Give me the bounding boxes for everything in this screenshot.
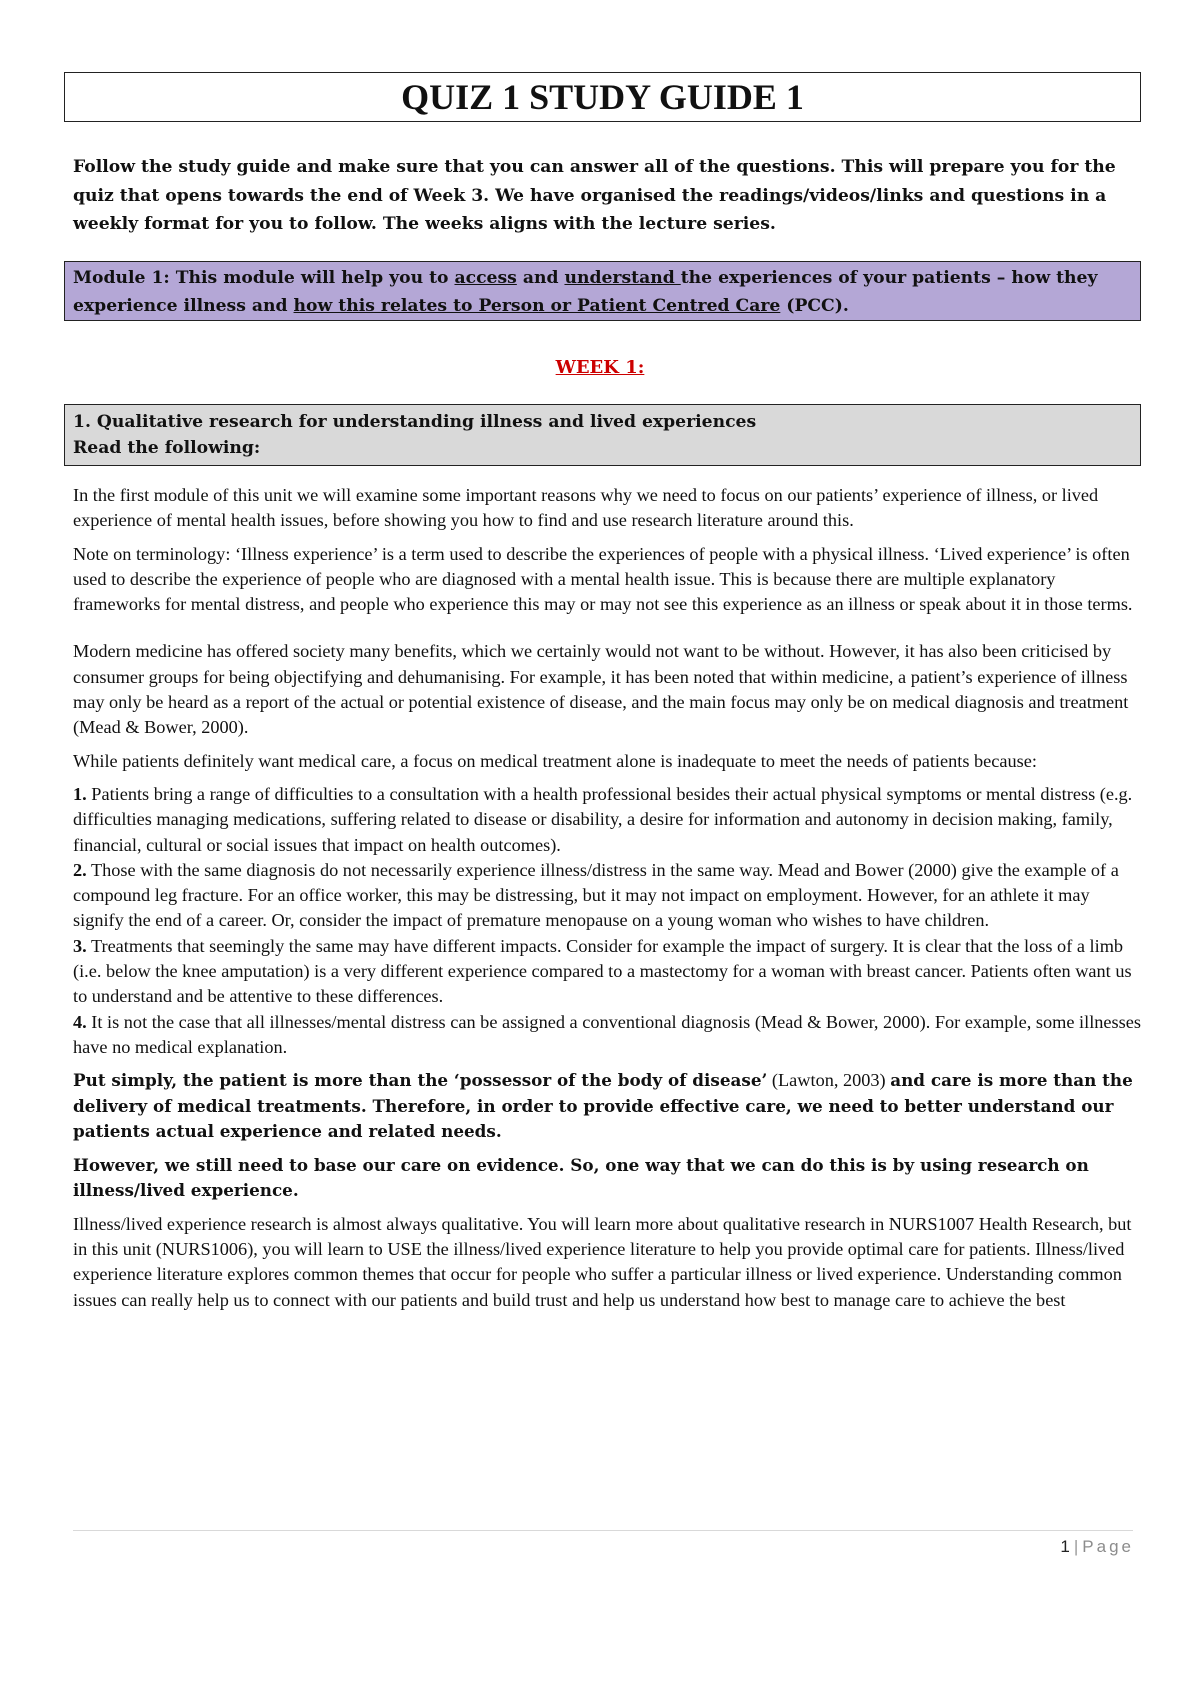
footer-separator: |: [1073, 1537, 1079, 1556]
page-footer: [1060, 1537, 1134, 1557]
list-item: [73, 782, 1143, 858]
list-item: [73, 934, 1143, 1010]
list-item: [73, 858, 1143, 934]
module-and: and: [516, 268, 565, 288]
section-heading: 1. Qualitative research for understanding illness and lived experiences: [73, 412, 757, 432]
summary-bold-a: Put simply, the patient is more than the ‘possessor of the body of disease’: [73, 1070, 768, 1091]
intro-paragraph: Follow the study guide and make sure that you can answer all of the questions. This will prepare you for the quiz that opens towards the end of Week 3. We have organised the readings/videos/links and questions in a weekly format for you to follow. The weeks aligns with the lecture series.: [73, 157, 1116, 234]
summary-paragraph: [73, 1068, 1143, 1145]
list-item-text: Treatments that seemingly the same may have different impacts. Consider for example the impact of surgery. It is clear that the loss of a limb (i.e. below the knee amputation) is a very different experience compared to a mastectomy for a woman with breast cancer. Patients often want us to understand and be attentive to these differences.: [73, 935, 1132, 1007]
module-text-suffix: (PCC).: [780, 295, 849, 316]
summary-citation: (Lawton, 2003): [767, 1070, 891, 1091]
paragraph-4: While patients definitely want medical care, a focus on medical treatment alone is inadequate to meet the needs of patients because:: [73, 750, 1037, 771]
list-item-text: Patients bring a range of difficulties to a consultation with a health professional besides their actual physical symptoms or mental distress (e.g. difficulties managing medications, suffering related to disease or disability, a desire for information and autonomy in decision making, family, financial, cultural or social issues that impact on health outcomes).: [73, 783, 1133, 855]
list-item-number: 1.: [73, 783, 87, 804]
footer-divider: [73, 1530, 1133, 1531]
paragraph-3: Modern medicine has offered society many benefits, which we certainly would not want to be without. However, it has also been criticised by consumer groups for being objectifying and dehumanising. For example, it has been noted that within medicine, a patient’s experience of illness may only be heard as a report of the actual or potential existence of disease, and the main focus may only be on medical diagnosis and treatment (Mead & Bower, 2000).: [73, 641, 1129, 738]
reasons-list: [73, 782, 1143, 1060]
evidence-paragraph: However, we still need to base our care on evidence. So, one way that we can do this is by using research on illness/lived experience.: [73, 1154, 1089, 1201]
module-text-middle: the experiences of your patients – how they experience illness and: [73, 268, 1098, 316]
list-item-number: 3.: [73, 935, 87, 956]
module-understand: understand: [564, 268, 681, 288]
list-item-text: Those with the same diagnosis do not necessarily experience illness/distress in the same way. Mead and Bower (2000) give the example of a compound leg fracture. For an office worker, this may be distressing, but it may not impact on employment. However, for an athlete it may signify the end of a career. Or, consider the impact of premature menopause on a young woman who wishes to have children.: [73, 859, 1119, 931]
list-item-text: It is not the case that all illnesses/mental distress can be assigned a conventional diagnosis (Mead & Bower, 2000). For example, some illnesses have no medical explanation.: [73, 1011, 1141, 1057]
module-banner: [64, 261, 1141, 321]
module-relates: how this relates to Person or Patient Centred Care: [293, 295, 781, 316]
paragraph-1: In the first module of this unit we will examine some important reasons why we need to focus on our patients’ experience of illness, or lived experience of mental health issues, before showing you how to find and use research literature around this.: [73, 485, 1099, 531]
list-item: [73, 1010, 1143, 1061]
section-banner: [64, 404, 1141, 466]
list-item-number: 2.: [73, 859, 87, 880]
paragraph-2: Note on terminology: ‘Illness experience’ is a term used to describe the experiences of people with a physical illness. ‘Lived experience’ is often used to describe the experience of people who are diagnosed with a mental health issue. This is because there are multiple explanatory frameworks for mental distress, and people who experience this may or may not see this experience as an illness or speak about it in those terms.: [73, 543, 1133, 615]
week-heading: WEEK 1:: [555, 357, 645, 378]
module-text-prefix: Module 1: This module will help you to: [73, 268, 455, 288]
list-item-number: 4.: [73, 1011, 87, 1032]
section-subheading: Read the following:: [73, 438, 261, 458]
page-number: 1: [1060, 1537, 1070, 1556]
body-text: [73, 483, 1143, 1321]
page-label: Page: [1082, 1537, 1134, 1556]
summary-bold-c: and care is more than the delivery of medical treatments. Therefore, in order to provide effective care, we need to better understand our patients actual experience and related needs.: [73, 1070, 1133, 1142]
module-access: access: [454, 268, 517, 288]
paragraph-last: Illness/lived experience research is almost always qualitative. You will learn more about qualitative research in NURS1007 Health Research, but in this unit (NURS1006), you will learn to USE the illness/lived experience literature to help you provide optimal care for patients. Illness/lived experience literature explores common themes that occur for people who suffer a particular illness or lived experience. Understanding common issues can really help us to connect with our patients and build trust and help us understand how best to manage care to achieve the best: [73, 1213, 1132, 1310]
page-title: QUIZ 1 STUDY GUIDE 1: [64, 72, 1141, 122]
